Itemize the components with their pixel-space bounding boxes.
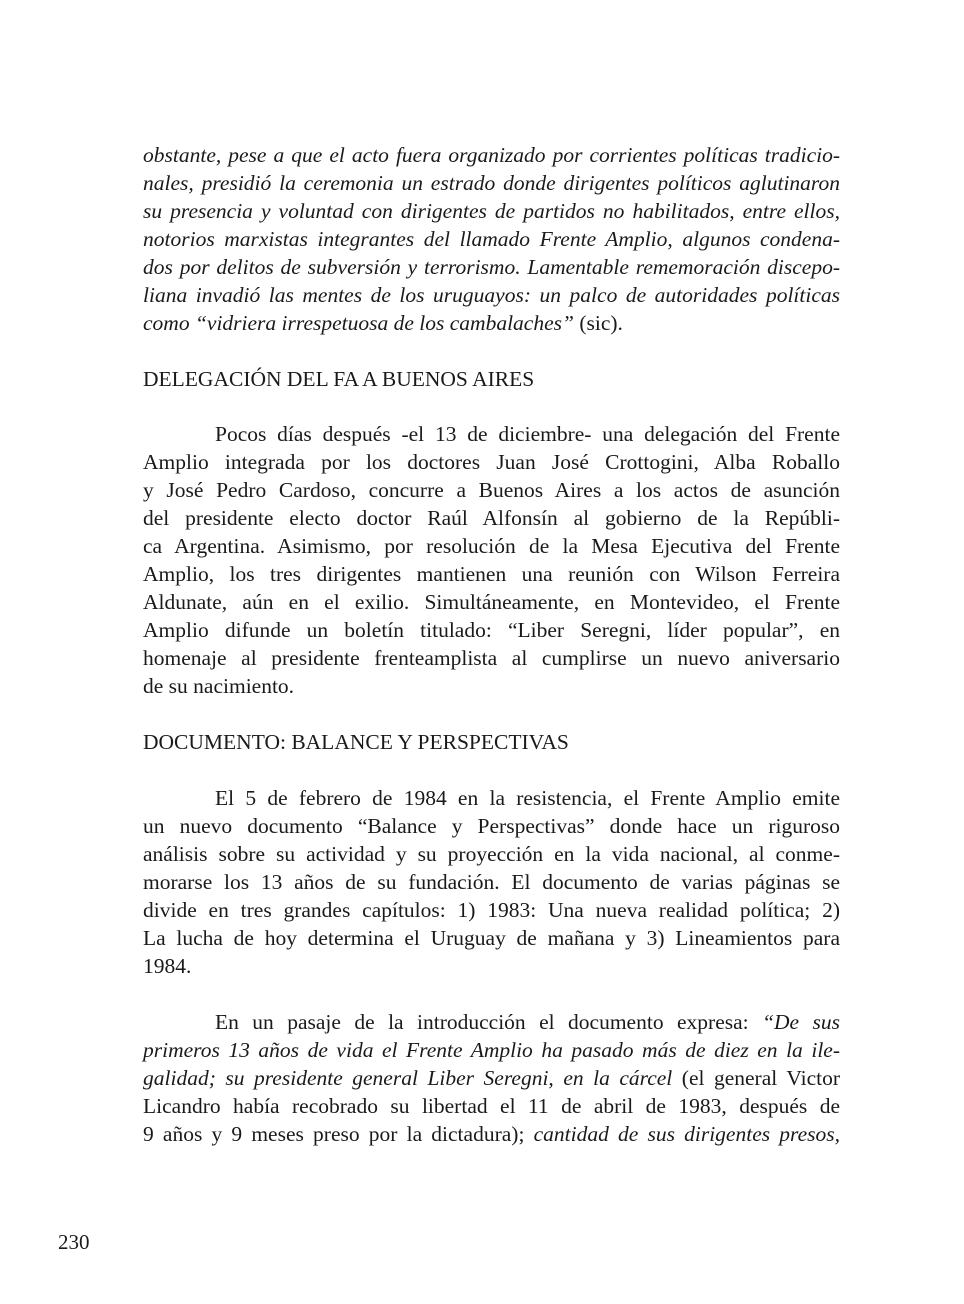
- pasaje-line: [143, 1120, 840, 1148]
- intro-line: su presencia y voluntad con dirigentes de partidos no habilitados, entre ellos,: [143, 199, 840, 223]
- pasaje-line5-italic: cantidad de sus dirigentes presos,: [533, 1122, 840, 1146]
- pasaje-line: [143, 1008, 840, 1036]
- documento-line: El 5 de febrero de 1984 en la resistencia, el Frente Amplio emite: [215, 786, 840, 810]
- intro-line: nales, presidió la ceremonia un estrado donde dirigentes políticos aglutinaron: [143, 171, 840, 195]
- pasaje-line1-normal: En un pasaje de la introducción el documento expresa:: [215, 1010, 763, 1034]
- delegacion-line: Amplio, los tres dirigentes mantienen una reunión con Wilson Ferreira: [143, 562, 840, 586]
- intro-line: obstante, pese a que el acto fuera organizado por corrientes políticas tradicio-: [143, 143, 840, 167]
- intro-line: dos por delitos de subversión y terrorismo. Lamentable rememoración discepo-: [143, 255, 840, 279]
- intro-line: liana invadió las mentes de los uruguayos: un palco de autoridades políticas: [143, 283, 840, 307]
- pasaje-paragraph: [143, 1008, 840, 1148]
- delegacion-line: del presidente electo doctor Raúl Alfonsín al gobierno de la Repúbli-: [143, 506, 840, 530]
- documento-line: La lucha de hoy determina el Uruguay de mañana y 3) Lineamientos para: [143, 926, 840, 950]
- delegacion-line: Pocos días después -el 13 de diciembre- una delegación del Frente: [215, 422, 840, 446]
- section-heading-delegacion: DELEGACIÓN DEL FA A BUENOS AIRES: [143, 367, 535, 391]
- delegacion-line: homenaje al presidente frenteamplista al cumplirse un nuevo aniversario: [143, 646, 840, 670]
- page-number: 230: [58, 1230, 90, 1254]
- documento-line: 1984.: [143, 954, 192, 978]
- delegacion-line: Aldunate, aún en el exilio. Simultáneamente, en Montevideo, el Frente: [143, 590, 840, 614]
- documento-line: análisis sobre su actividad y su proyección en la vida nacional, al conme-: [143, 842, 840, 866]
- documento-line: morarse los 13 años de su fundación. El documento de varias páginas se: [143, 870, 840, 894]
- intro-line: notorios marxistas integrantes del llamado Frente Amplio, algunos condena-: [143, 227, 840, 251]
- pasaje-line3-normal: (el general Victor: [672, 1066, 840, 1090]
- pasaje-line: [143, 1064, 840, 1092]
- delegacion-paragraph: [143, 420, 840, 700]
- intro-last-normal: (sic).: [573, 311, 623, 335]
- documento-line: un nuevo documento “Balance y Perspectivas” donde hace un riguroso: [143, 814, 840, 838]
- intro-paragraph: [143, 141, 840, 337]
- delegacion-line: y José Pedro Cardoso, concurre a Buenos Aires a los actos de asunción: [143, 478, 840, 502]
- delegacion-line: de su nacimiento.: [143, 674, 295, 698]
- delegacion-line: Amplio integrada por los doctores Juan José Crottogini, Alba Roballo: [143, 450, 840, 474]
- delegacion-line: ca Argentina. Asimismo, por resolución de la Mesa Ejecutiva del Frente: [143, 534, 840, 558]
- intro-last-line: [143, 309, 840, 337]
- intro-last-italic: como “vidriera irrespetuosa de los cambalaches”: [143, 311, 574, 335]
- section-heading-documento: DOCUMENTO: BALANCE Y PERSPECTIVAS: [143, 730, 569, 754]
- pasaje-line3-italic: galidad; su presidente general Liber Seregni, en la cárcel: [143, 1066, 673, 1090]
- documento-line: divide en tres grandes capítulos: 1) 1983: Una nueva realidad política; 2): [143, 898, 840, 922]
- documento-paragraph: [143, 784, 840, 980]
- pasaje-line5-normal: 9 años y 9 meses preso por la dictadura);: [143, 1122, 534, 1146]
- pasaje-line1-italic: “De sus: [762, 1010, 840, 1034]
- pasaje-line4-normal: Licandro había recobrado su libertad el 11 de abril de 1983, después de: [143, 1094, 840, 1118]
- pasaje-line2-italic: primeros 13 años de vida el Frente Amplio ha pasado más de diez en la ile-: [143, 1038, 840, 1062]
- delegacion-line: Amplio difunde un boletín titulado: “Liber Seregni, líder popular”, en: [143, 618, 840, 642]
